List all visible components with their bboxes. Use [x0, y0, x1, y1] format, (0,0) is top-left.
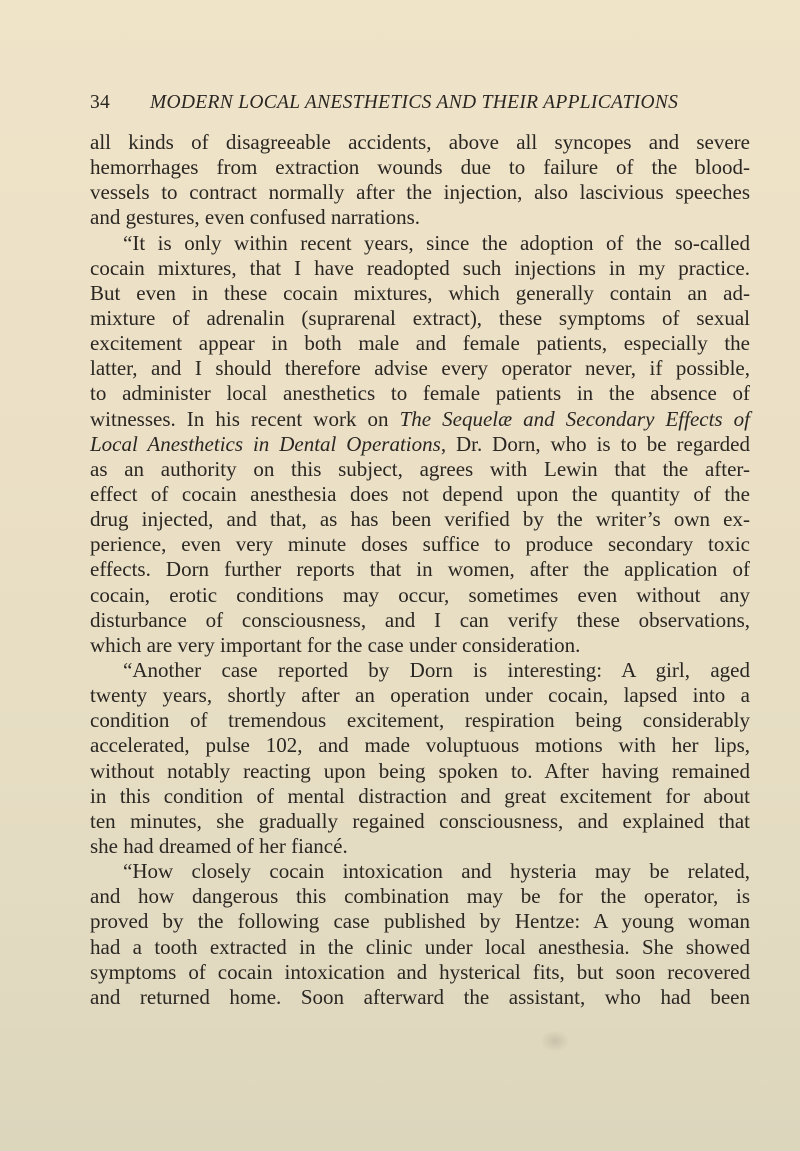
text-line: which are very important for the case under consideration.: [90, 632, 581, 657]
text-line: without notably reacting upon being spoken to. After having remained: [90, 758, 750, 783]
text-line: she had dreamed of her fiancé.: [90, 833, 348, 858]
text-line: [90, 407, 750, 432]
text-line: vessels to contract normally after the injection, also lascivious speeches: [90, 180, 750, 205]
book-title-italic: Local Anesthetics in Dental Operations: [90, 431, 441, 456]
text-line: hemorrhages from extraction wounds due to failure of the blood-: [90, 155, 750, 180]
book-title-italic: The Sequelæ and Secondary Effects of: [399, 406, 750, 431]
text-run: , Dr. Dorn, who is to be regarded: [440, 431, 751, 456]
text-line: cocain, erotic conditions may occur, sometimes even without any: [90, 582, 750, 607]
text-line: accelerated, pulse 102, and made voluptuous motions with her lips,: [90, 733, 750, 758]
paragraph-start-line: “It is only within recent years, since the adoption of the so-called: [123, 230, 750, 255]
paragraph-start-line: “How closely cocain intoxication and hysteria may be related,: [123, 859, 750, 884]
text-run: witnesses. In his recent work on: [90, 406, 400, 431]
text-line: cocain mixtures, that I have readopted such injections in my practice.: [90, 255, 750, 280]
running-head: [90, 91, 710, 115]
paper-smudge: [540, 1030, 570, 1052]
text-line: drug injected, and that, as has been verified by the writer’s own ex-: [90, 507, 750, 532]
text-line: and gestures, even confused narrations.: [90, 205, 421, 230]
text-line: latter, and I should therefore advise every operator never, if possible,: [90, 356, 750, 381]
text-line: symptoms of cocain intoxication and hysterical fits, but soon recovered: [90, 959, 750, 984]
text-line: mixture of adrenalin (suprarenal extract), these symptoms of sexual: [90, 305, 750, 330]
text-line: condition of tremendous excitement, respiration being considerably: [90, 708, 750, 733]
text-line: had a tooth extracted in the clinic under local anesthesia. She showed: [90, 934, 750, 959]
text-line: [90, 432, 750, 457]
text-line: excitement appear in both male and female patients, especially the: [90, 331, 750, 356]
page-number: 34: [90, 92, 110, 113]
text-line: and how dangerous this combination may be for the operator, is: [90, 884, 750, 909]
text-line: and returned home. Soon afterward the assistant, who had been: [90, 984, 750, 1009]
text-line: twenty years, shortly after an operation under cocain, lapsed into a: [90, 683, 750, 708]
text-line: in this condition of mental distraction and great excitement for about: [90, 783, 750, 808]
text-line: disturbance of consciousness, and I can verify these observations,: [90, 607, 750, 632]
text-line: effects. Dorn further reports that in women, after the application of: [90, 557, 750, 582]
body-text: [90, 130, 750, 1010]
text-line: as an authority on this subject, agrees with Lewin that the after-: [90, 456, 750, 481]
text-line: proved by the following case published by Hentze: A young woman: [90, 909, 750, 934]
running-title: MODERN LOCAL ANESTHETICS AND THEIR APPLICATIONS: [150, 92, 679, 113]
text-line: effect of cocain anesthesia does not depend upon the quantity of the: [90, 481, 750, 506]
text-line: But even in these cocain mixtures, which generally contain an ad-: [90, 280, 750, 305]
text-line: perience, even very minute doses suffice to produce secondary toxic: [90, 532, 750, 557]
text-line: all kinds of disagreeable accidents, above all syncopes and severe: [90, 130, 750, 154]
text-line: to administer local anesthetics to female patients in the absence of: [90, 381, 750, 406]
paragraph-start-line: “Another case reported by Dorn is interesting: A girl, aged: [123, 657, 750, 682]
text-line: ten minutes, she gradually regained consciousness, and explained that: [90, 808, 750, 833]
